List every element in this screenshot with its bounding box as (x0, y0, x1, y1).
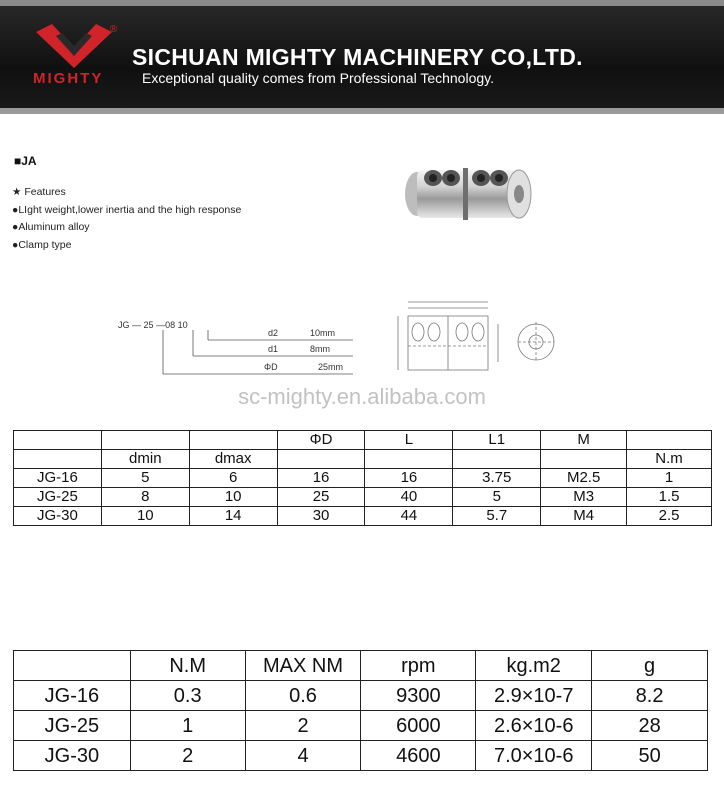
table-cell: 1.5 (627, 488, 712, 507)
header-cell (14, 450, 102, 469)
table-cell: 2 (245, 711, 361, 741)
coupling-product-image (403, 150, 533, 230)
code-size: 25 (143, 320, 154, 330)
table-cell: 5.7 (453, 507, 541, 526)
table-cell: JG-30 (14, 741, 131, 771)
header-cell (14, 651, 131, 681)
feature-item: ●Clamp type (12, 238, 72, 251)
table-header-row (14, 651, 708, 681)
company-name: SICHUAN MIGHTY MACHINERY CO,LTD. (132, 44, 583, 70)
table-cell: 25 (277, 488, 365, 507)
header-cell: L1 (453, 431, 541, 450)
part-code (118, 320, 188, 330)
table-cell: 8 (101, 488, 189, 507)
table-row (14, 488, 712, 507)
dimensions-table (13, 430, 712, 526)
code-d2: 10 (177, 320, 188, 330)
header-cell: kg.m2 (476, 651, 592, 681)
header-cell (277, 450, 365, 469)
table-cell: 16 (277, 469, 365, 488)
header-cell (14, 431, 102, 450)
table-cell: JG-16 (14, 681, 131, 711)
d1-label: d1 (268, 344, 279, 354)
header-cell: g (592, 651, 708, 681)
header-cell: dmin (101, 450, 189, 469)
table-cell: 2.5 (627, 507, 712, 526)
table-cell: 1 (130, 711, 245, 741)
table-cell: JG-25 (14, 711, 131, 741)
code-prefix: JG (118, 320, 130, 330)
code-dash: — (132, 320, 142, 330)
feature-item: ●LIght weight,lower inertia and the high response (12, 203, 242, 216)
table-cell: 0.6 (245, 681, 361, 711)
table-cell: 2.6×10-6 (476, 711, 592, 741)
technical-drawing (378, 296, 568, 382)
d2-label: d2 (268, 328, 279, 338)
header-banner (0, 0, 724, 114)
od-value: 25mm (318, 362, 344, 372)
performance-table (13, 650, 708, 771)
header-bottom-bar (0, 108, 724, 114)
table-cell: JG-16 (14, 469, 102, 488)
table-cell: M3 (541, 488, 627, 507)
table-cell: 16 (365, 469, 453, 488)
logo-wordmark: MIGHTY (33, 70, 104, 87)
table-cell: 14 (189, 507, 277, 526)
watermark-text: sc-mighty.en.alibaba.com (238, 384, 486, 409)
registered-mark: ® (110, 24, 118, 35)
table-cell: 28 (592, 711, 708, 741)
table-cell: M2.5 (541, 469, 627, 488)
table-cell: 6 (189, 469, 277, 488)
mighty-logo-icon (34, 22, 114, 70)
od-label: ΦD (264, 362, 278, 372)
header-cell (189, 431, 277, 450)
d2-value: 10mm (310, 328, 336, 338)
table-row (14, 741, 708, 771)
header-cell (541, 450, 627, 469)
table-cell: 2 (130, 741, 245, 771)
header-cell (101, 431, 189, 450)
header-cell: dmax (189, 450, 277, 469)
table-row (14, 469, 712, 488)
part-code-diagram (118, 316, 368, 378)
table-cell: 44 (365, 507, 453, 526)
table-row (14, 681, 708, 711)
table-cell: 8.2 (592, 681, 708, 711)
header-cell: MAX NM (245, 651, 361, 681)
header-cell: L (365, 431, 453, 450)
table-cell: 4 (245, 741, 361, 771)
table-cell: 2.9×10-7 (476, 681, 592, 711)
table-cell: 5 (453, 488, 541, 507)
table-cell: 10 (189, 488, 277, 507)
header-top-bar (0, 0, 724, 6)
header-cell (627, 431, 712, 450)
d1-value: 8mm (310, 344, 330, 354)
table-cell: M4 (541, 507, 627, 526)
table-cell: 7.0×10-6 (476, 741, 592, 771)
code-d1: 08 (165, 320, 176, 330)
feature-item: ●Aluminum alloy (12, 221, 90, 233)
table-cell: 40 (365, 488, 453, 507)
table-cell: 10 (101, 507, 189, 526)
header-cell: M (541, 431, 627, 450)
table-cell: 6000 (361, 711, 476, 741)
table-cell: 5 (101, 469, 189, 488)
table-cell: JG-25 (14, 488, 102, 507)
table-cell: 9300 (361, 681, 476, 711)
features-list (12, 184, 241, 254)
header-cell (453, 450, 541, 469)
header-cell (365, 450, 453, 469)
features-title: ★ Features (12, 186, 66, 198)
table-cell: 4600 (361, 741, 476, 771)
table-cell: 3.75 (453, 469, 541, 488)
table-header-row (14, 431, 712, 450)
table-cell: JG-30 (14, 507, 102, 526)
header-cell: N.M (130, 651, 245, 681)
table-header-row (14, 450, 712, 469)
header-cell: ΦD (277, 431, 365, 450)
company-slogan: Exceptional quality comes from Professional Technology. (142, 70, 494, 86)
table-cell: 30 (277, 507, 365, 526)
table-row (14, 711, 708, 741)
header-cell: rpm (361, 651, 476, 681)
code-dash: — (156, 320, 166, 330)
table-cell: 1 (627, 469, 712, 488)
header-cell: N.m (627, 450, 712, 469)
model-code: ■JA (14, 154, 37, 168)
table-cell: 50 (592, 741, 708, 771)
table-cell: 0.3 (130, 681, 245, 711)
table-row (14, 507, 712, 526)
